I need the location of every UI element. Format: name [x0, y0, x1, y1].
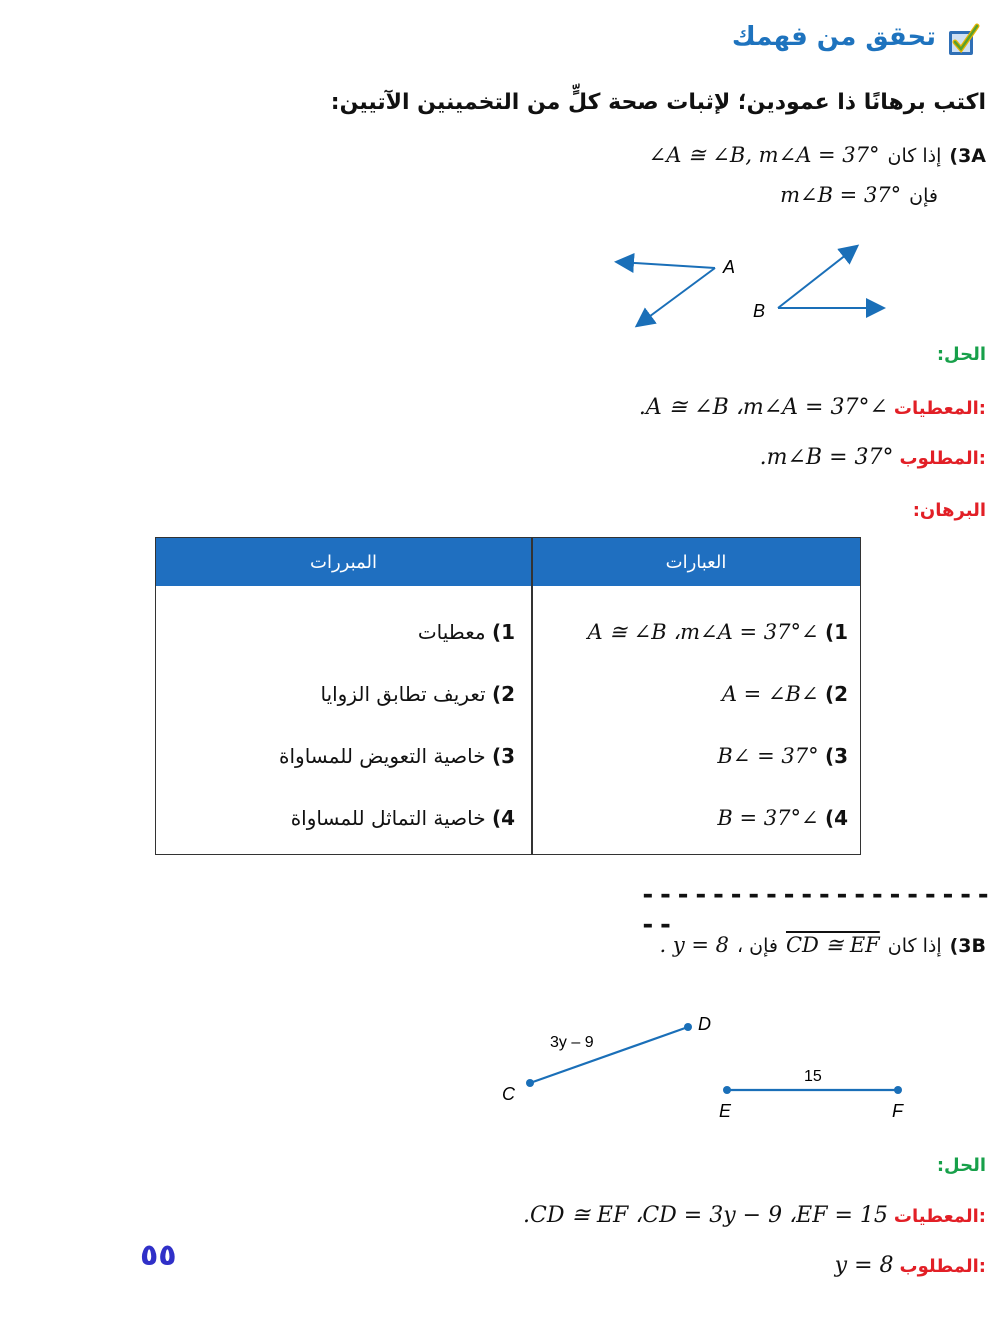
required-3a: المطلوب: m∠B = 37°. [759, 445, 986, 470]
problem-3a-label: (3A [949, 145, 986, 167]
length-ef: 15 [804, 1068, 822, 1085]
angle-a [618, 262, 715, 325]
given-3a: المعطيات: ∠A ≅ ∠B ،m∠A = 37°. [638, 395, 986, 420]
segments-figure [490, 1005, 930, 1135]
separator-dashes: ---------------------- [640, 880, 994, 940]
required-3b: المطلوب: y = 8 [834, 1253, 986, 1278]
label-a: A [723, 257, 736, 277]
instruction-text: اكتب برهانًا ذا عمودين؛ لإثبات صحة كلٍّ من التخمينين الآتيين: [330, 90, 986, 115]
problem-3b-line: (3B إذا كان CD ≅ EF ، فإن y = 8 . [659, 933, 986, 957]
table-row-reason: 2) تعريف تطابق الزوايا [320, 682, 515, 706]
problem-3a-line1: (3A إذا كان ∠A ≅ ∠B, m∠A = 37° [648, 143, 986, 167]
section-title: تحقق من فهمك [731, 22, 936, 52]
segment-ef [723, 1086, 902, 1094]
header-reasons: المبررات [156, 538, 531, 586]
proof-table [155, 537, 861, 855]
checkbox-check-icon [946, 22, 982, 58]
problem-3a-line2: فإن m∠B = 37° [780, 183, 938, 207]
label-f: F [892, 1101, 903, 1121]
angle-b [778, 247, 882, 308]
given-3b: المعطيات: CD ≅ EF ،CD = 3y − 9 ،EF = 15. [523, 1203, 986, 1228]
table-row-statement: 1) ∠A ≅ ∠B ،m∠A = 37° [587, 620, 848, 644]
problem-3b-label: (3B [949, 935, 986, 957]
solution-label-3b: الحل: [936, 1155, 986, 1176]
page-number: ٥٥ [140, 1238, 177, 1273]
label-b: B [753, 301, 766, 321]
table-row-reason: 4) خاصية التماثل للمساواة [290, 806, 515, 830]
table-row-reason: 3) خاصية التعويض للمساواة [279, 744, 515, 768]
label-c: C [502, 1084, 515, 1104]
proof-label: البرهان: [912, 500, 986, 521]
header-statements: العبارات [532, 538, 860, 586]
table-row-statement: 4) ∠B = 37° [717, 806, 848, 830]
length-cd: 3y – 9 [550, 1034, 594, 1051]
table-row-reason: 1) معطيات [417, 620, 515, 644]
angles-figure [600, 235, 900, 335]
solution-label-3a: الحل: [936, 344, 986, 365]
table-row-statement: 3) 37° = ∠B [717, 744, 848, 768]
label-d: D [698, 1014, 711, 1034]
label-e: E [719, 1101, 732, 1121]
table-row-statement: 2) ∠A = ∠B [721, 682, 848, 706]
segment-cd [526, 1023, 692, 1087]
